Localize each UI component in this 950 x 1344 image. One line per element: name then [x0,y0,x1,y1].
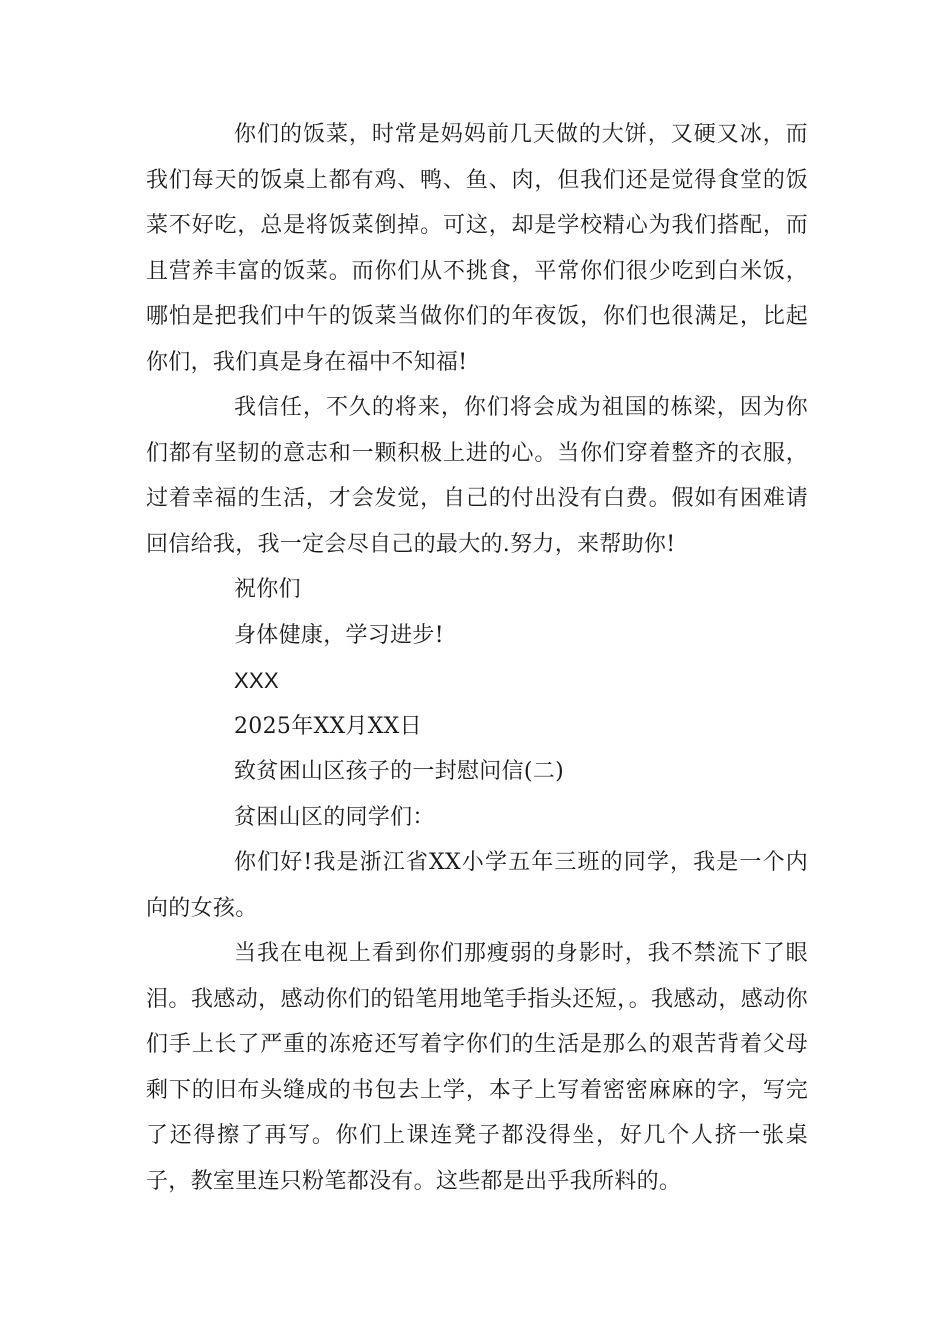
closing-wish: 祝你们 [234,577,301,602]
paragraph-meals: 你们的饭菜，时常是妈妈前几天做的大饼，又硬又冰，而我们每天的饭桌上都有鸡、鸭、鱼、肉，但我们还是觉得食堂的饭菜不好吃，总是将饭菜倒掉。可这，却是学校精心为我们搭配，而且营养丰富的饭菜。而你们从不挑食，平常你们很少吃到白米饭，哪怕是把我们中午的饭菜当做你们的年夜饭，你们也很满足，比起你们，我们真是身在福中不知福! [146,122,808,375]
letter-date: 2025年XX月XX日 [234,713,422,739]
signature: XXX [234,668,279,693]
paragraph-future: 我信任，不久的将来，你们将会成为祖国的栋梁，因为你们都有坚韧的意志和一颗积极上进的心。当你们穿着整齐的衣服，过着幸福的生活，才会发觉，自己的付出没有白费。假如有困难请回信给我，我一定会尽自己的最大的.努力，来帮助你! [146,395,808,557]
closing-blessing: 身体健康，学习进步! [234,622,444,648]
salutation-2: 贫困山区的同学们： [234,804,435,830]
paragraph-greeting: 你们好!我是浙江省XX小学五年三班的同学，我是一个内向的女孩。 [146,850,808,921]
paragraph-tv: 当我在电视上看到你们那瘦弱的身影时，我不禁流下了眼泪。我感动，感动你们的铅笔用地笔手指头还短，。我感动，感动你们手上长了严重的冻疮还写着字你们的生活是那么的艰苦背着父母剩下的旧布头缝成的书包去上学，本子上写着密密麻麻的字，写完了还得擦了再写。你们上课连凳子都没得坐，好几个人挤一张桌子，教室里连只粉笔都没有。这些都是出乎我所料的。 [146,941,808,1194]
letter-title-2: 致贫困山区孩子的一封慰问信(二) [234,759,564,784]
document-page [146,112,808,1204]
